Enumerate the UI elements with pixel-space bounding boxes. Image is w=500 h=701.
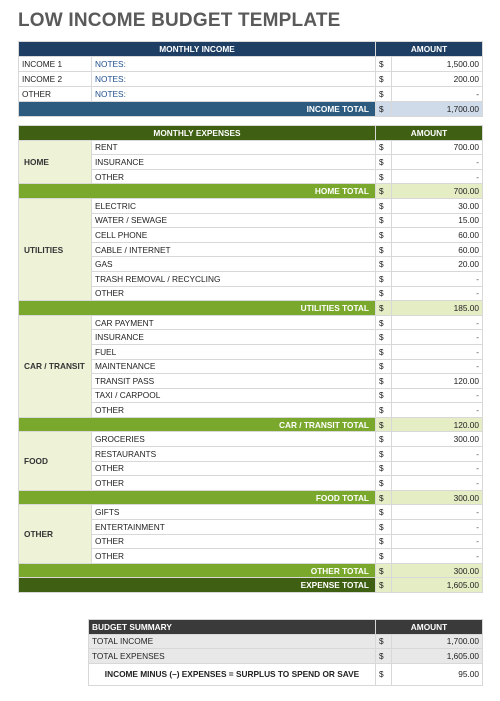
expense-amount-cell[interactable]: - (392, 169, 483, 184)
income-table (18, 41, 483, 117)
income-row (19, 87, 483, 102)
expense-amount-cell[interactable]: 30.00 (392, 198, 483, 213)
expense-item-label: CELL PHONE (92, 228, 376, 243)
expense-currency: $ (376, 520, 392, 535)
income-total-amount: 1,700.00 (392, 102, 483, 117)
summary-header-row (89, 620, 483, 635)
expense-header: MONTHLY EXPENSES (19, 126, 376, 141)
expense-amount-cell[interactable]: - (392, 549, 483, 564)
subtotal-label: UTILITIES TOTAL (19, 301, 376, 316)
summary-label: TOTAL EXPENSES (89, 649, 376, 664)
expense-amount-cell[interactable]: - (392, 330, 483, 345)
expense-amount-cell[interactable]: - (392, 271, 483, 286)
income-total-currency: $ (376, 102, 392, 117)
expense-subtotal-row (19, 301, 483, 316)
income-currency: $ (376, 57, 392, 72)
subtotal-currency: $ (376, 417, 392, 432)
expense-row (19, 432, 483, 447)
expense-amount-cell[interactable]: - (392, 534, 483, 549)
expense-currency: $ (376, 213, 392, 228)
expense-currency: $ (376, 549, 392, 564)
expense-currency: $ (376, 534, 392, 549)
subtotal-currency: $ (376, 301, 392, 316)
expense-currency: $ (376, 286, 392, 301)
expense-item-label: TAXI / CARPOOL (92, 388, 376, 403)
expense-amount-cell[interactable]: - (392, 359, 483, 374)
expense-currency: $ (376, 198, 392, 213)
expense-category-label: CAR / TRANSIT (19, 315, 92, 417)
expense-item-label: GIFTS (92, 505, 376, 520)
expense-amount-cell[interactable]: - (392, 505, 483, 520)
expense-item-label: CABLE / INTERNET (92, 242, 376, 257)
expense-currency: $ (376, 374, 392, 389)
income-label: INCOME 1 (19, 57, 92, 72)
income-total-label: INCOME TOTAL (19, 102, 376, 117)
income-label: OTHER (19, 87, 92, 102)
subtotal-label: CAR / TRANSIT TOTAL (19, 417, 376, 432)
expense-row (19, 198, 483, 213)
summary-row (89, 634, 483, 649)
expense-item-label: OTHER (92, 403, 376, 418)
expense-currency: $ (376, 432, 392, 447)
expense-item-label: CAR PAYMENT (92, 315, 376, 330)
expense-amount-cell[interactable]: - (392, 447, 483, 462)
expense-currency: $ (376, 155, 392, 170)
expense-category-label: OTHER (19, 505, 92, 563)
expense-amount-cell[interactable]: - (392, 520, 483, 535)
expense-item-label: FUEL (92, 344, 376, 359)
expense-item-label: MAINTENANCE (92, 359, 376, 374)
expense-item-label: GROCERIES (92, 432, 376, 447)
expense-currency: $ (376, 140, 392, 155)
expense-currency: $ (376, 228, 392, 243)
subtotal-label: OTHER TOTAL (19, 563, 376, 578)
expense-total-currency: $ (376, 578, 392, 593)
expense-subtotal-row (19, 490, 483, 505)
expense-total-amount: 1,605.00 (392, 578, 483, 593)
expense-row (19, 505, 483, 520)
expense-item-label: OTHER (92, 461, 376, 476)
income-header-row (19, 42, 483, 57)
expense-currency: $ (376, 447, 392, 462)
expense-item-label: TRANSIT PASS (92, 374, 376, 389)
summary-label: TOTAL INCOME (89, 634, 376, 649)
expense-category-label: HOME (19, 140, 92, 184)
expense-amount-cell[interactable]: 60.00 (392, 242, 483, 257)
expense-amount-header: AMOUNT (376, 126, 483, 141)
expense-currency: $ (376, 169, 392, 184)
summary-amount: 1,700.00 (392, 634, 483, 649)
expense-currency: $ (376, 359, 392, 374)
income-notes-field[interactable]: NOTES: (92, 72, 376, 87)
income-label: INCOME 2 (19, 72, 92, 87)
subtotal-label: HOME TOTAL (19, 184, 376, 199)
surplus-label: INCOME MINUS (–) EXPENSES = SURPLUS TO SPEND OR SAVE (89, 663, 376, 685)
income-row (19, 57, 483, 72)
expense-amount-cell[interactable]: - (392, 388, 483, 403)
expense-amount-cell[interactable]: 300.00 (392, 432, 483, 447)
expense-amount-cell[interactable]: - (392, 476, 483, 491)
expense-currency: $ (376, 330, 392, 345)
expense-category-label: FOOD (19, 432, 92, 490)
expense-item-label: GAS (92, 257, 376, 272)
expense-currency: $ (376, 476, 392, 491)
income-currency: $ (376, 87, 392, 102)
expense-table (18, 125, 483, 593)
income-currency: $ (376, 72, 392, 87)
expense-total-label: EXPENSE TOTAL (19, 578, 376, 593)
expense-currency: $ (376, 505, 392, 520)
expense-amount-cell[interactable]: - (392, 461, 483, 476)
expense-grand-total-row (19, 578, 483, 593)
summary-amount: 1,605.00 (392, 649, 483, 664)
expense-header-row (19, 126, 483, 141)
summary-currency: $ (376, 634, 392, 649)
subtotal-label: FOOD TOTAL (19, 490, 376, 505)
expense-amount-cell[interactable]: - (392, 286, 483, 301)
expense-item-label: OTHER (92, 476, 376, 491)
income-amount-cell[interactable]: - (392, 87, 483, 102)
expense-item-label: INSURANCE (92, 155, 376, 170)
summary-row (89, 649, 483, 664)
expense-amount-cell[interactable]: 20.00 (392, 257, 483, 272)
expense-amount-cell[interactable]: 60.00 (392, 228, 483, 243)
subtotal-amount: 300.00 (392, 563, 483, 578)
page-title: LOW INCOME BUDGET TEMPLATE (18, 10, 341, 31)
expense-subtotal-row (19, 417, 483, 432)
summary-table (88, 619, 483, 686)
expense-item-label: WATER / SEWAGE (92, 213, 376, 228)
income-notes-field[interactable]: NOTES: (92, 87, 376, 102)
expense-currency: $ (376, 257, 392, 272)
expense-item-label: OTHER (92, 534, 376, 549)
subtotal-amount: 300.00 (392, 490, 483, 505)
subtotal-amount: 120.00 (392, 417, 483, 432)
expense-subtotal-row (19, 184, 483, 199)
expense-amount-cell[interactable]: - (392, 403, 483, 418)
expense-item-label: INSURANCE (92, 330, 376, 345)
expense-amount-cell[interactable]: - (392, 155, 483, 170)
income-amount-header: AMOUNT (376, 42, 483, 57)
summary-final-row (89, 663, 483, 685)
expense-currency: $ (376, 461, 392, 476)
expense-amount-cell[interactable]: 15.00 (392, 213, 483, 228)
expense-amount-cell[interactable]: 120.00 (392, 374, 483, 389)
expense-currency: $ (376, 403, 392, 418)
expense-amount-cell[interactable]: 700.00 (392, 140, 483, 155)
surplus-amount: 95.00 (392, 663, 483, 685)
expense-item-label: TRASH REMOVAL / RECYCLING (92, 271, 376, 286)
expense-item-label: RESTAURANTS (92, 447, 376, 462)
expense-amount-cell[interactable]: - (392, 344, 483, 359)
summary-currency: $ (376, 649, 392, 664)
expense-item-label: ELECTRIC (92, 198, 376, 213)
expense-currency: $ (376, 388, 392, 403)
subtotal-currency: $ (376, 563, 392, 578)
income-row (19, 72, 483, 87)
summary-amount-header: AMOUNT (376, 620, 483, 635)
expense-subtotal-row (19, 563, 483, 578)
expense-category-label: UTILITIES (19, 198, 92, 300)
expense-item-label: RENT (92, 140, 376, 155)
subtotal-amount: 700.00 (392, 184, 483, 199)
expense-item-label: ENTERTAINMENT (92, 520, 376, 535)
summary-header: BUDGET SUMMARY (89, 620, 376, 635)
income-amount-cell[interactable]: 200.00 (392, 72, 483, 87)
expense-item-label: OTHER (92, 286, 376, 301)
expense-item-label: OTHER (92, 549, 376, 564)
income-header: MONTHLY INCOME (19, 42, 376, 57)
income-notes-field[interactable]: NOTES: (92, 57, 376, 72)
income-total-row (19, 102, 483, 117)
expense-currency: $ (376, 271, 392, 286)
subtotal-currency: $ (376, 490, 392, 505)
expense-currency: $ (376, 242, 392, 257)
expense-row (19, 315, 483, 330)
subtotal-amount: 185.00 (392, 301, 483, 316)
expense-item-label: OTHER (92, 169, 376, 184)
expense-row (19, 140, 483, 155)
income-amount-cell[interactable]: 1,500.00 (392, 57, 483, 72)
subtotal-currency: $ (376, 184, 392, 199)
expense-amount-cell[interactable]: - (392, 315, 483, 330)
expense-currency: $ (376, 344, 392, 359)
expense-currency: $ (376, 315, 392, 330)
surplus-currency: $ (376, 663, 392, 685)
